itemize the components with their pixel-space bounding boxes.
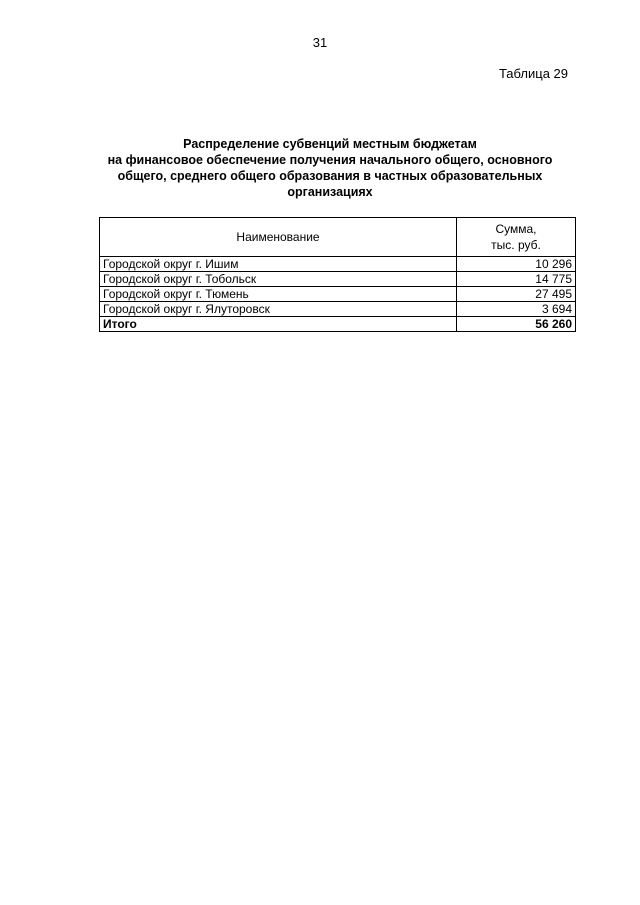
row-value: 10 296	[457, 257, 576, 272]
table-reference: Таблица 29	[498, 66, 568, 81]
total-label: Итого	[100, 317, 457, 332]
row-value: 27 495	[457, 287, 576, 302]
document-title	[100, 136, 560, 200]
row-value: 3 694	[457, 302, 576, 317]
row-name: Городской округ г. Ишим	[100, 257, 457, 272]
header-name: Наименование	[100, 218, 457, 257]
table-header-row	[100, 218, 576, 257]
row-name: Городской округ г. Тобольск	[100, 272, 457, 287]
row-name: Городской округ г. Ялуторовск	[100, 302, 457, 317]
title-line: общего, среднего общего образования в частных образовательных	[117, 169, 543, 183]
table-row	[100, 272, 576, 287]
table-row	[100, 302, 576, 317]
row-value: 14 775	[457, 272, 576, 287]
table-row	[100, 287, 576, 302]
row-name: Городской округ г. Тюмень	[100, 287, 457, 302]
title-line: Распределение субвенций местным бюджетам	[183, 137, 477, 151]
page-number: 31	[312, 35, 328, 50]
total-row	[100, 317, 576, 332]
title-line: на финансовое обеспечение получения начального общего, основного	[107, 153, 553, 167]
title-line: организациях	[287, 185, 373, 199]
total-value: 56 260	[457, 317, 576, 332]
table-row	[100, 257, 576, 272]
header-sum	[457, 218, 576, 257]
header-sum-unit: тыс. руб.	[491, 238, 541, 252]
subvention-table	[99, 217, 576, 332]
header-sum-label: Сумма,	[495, 222, 537, 236]
